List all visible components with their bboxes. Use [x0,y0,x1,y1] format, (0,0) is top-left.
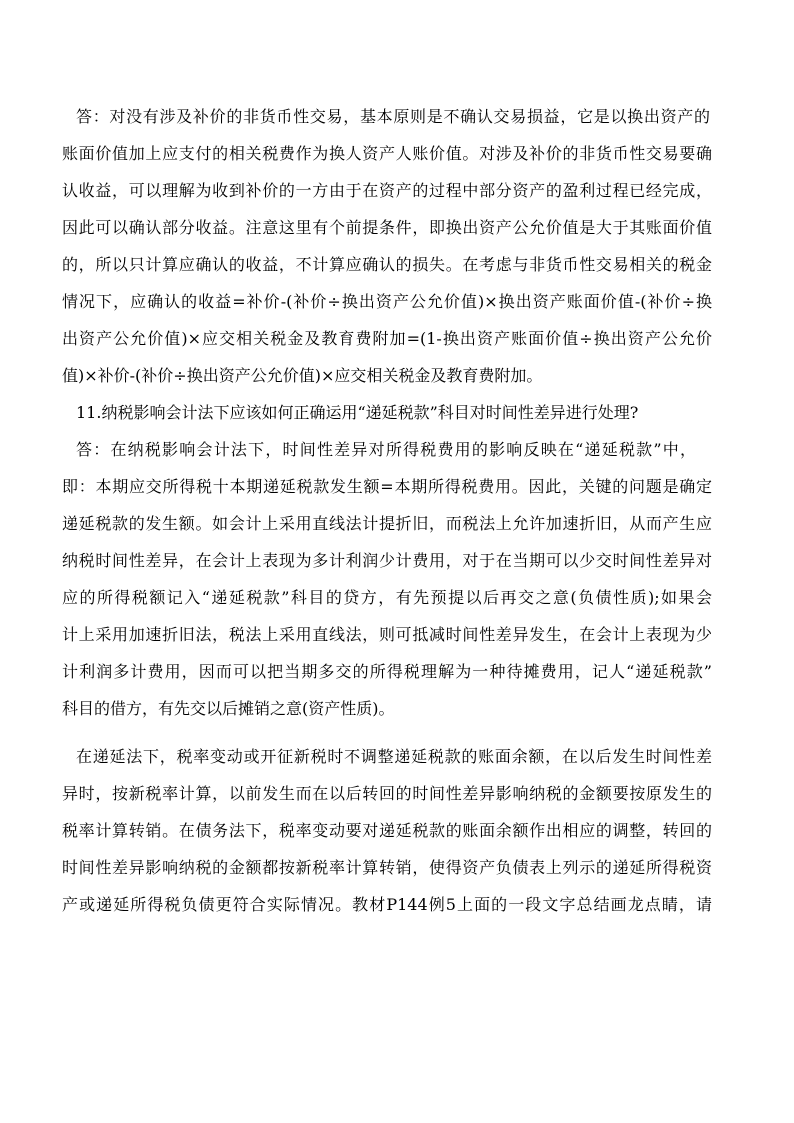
paragraph-line: 出资产公允价值)×应交相关税金及教育费附加=(1-换出资产账面价值÷换出资产公允价 [62,329,712,348]
paragraph-line: 因此可以确认部分收益。注意这里有个前提条件，即换出资产公允价值是大于其账面价值 [62,218,712,237]
paragraph-line: 答：在纳税影响会计法下，时间性差异对所得税费用的影响反映在“递延税款”中， [76,440,696,459]
paragraph-line: 异时，按新税率计算，以前发生而在以后转回的时间性差异影响纳税的金额要按原发生的 [62,784,712,803]
question-heading: 11.纳税影响会计法下应该如何正确运用“递延税款”科目对时间性差异进行处理? [76,403,639,422]
paragraph-line: 递延税款的发生额。如会计上采用直线法计提折旧，而税法上允许加速折旧，从而产生应 [62,514,712,533]
paragraph-line: 答：对没有涉及补价的非货币性交易，基本原则是不确认交易损益，它是以换出资产的 [76,107,710,126]
paragraph-line: 值)×补价-(补价÷换出资产公允价值)×应交相关税金及教育费附加。 [62,366,543,385]
paragraph-line: 计利润多计费用，因而可以把当期多交的所得税理解为一种待摊费用，记人“递延税款” [62,662,712,681]
paragraph-line: 时间性差异影响纳税的金额都按新税率计算转销，使得资产负债表上列示的递延所得税资 [62,858,712,877]
paragraph-line: 计上采用加速折旧法，税法上采用直线法，则可抵减时间性差异发生，在会计上表现为少 [62,625,712,644]
paragraph-line: 纳税时间性差异，在会计上表现为多计利润少计费用，对于在当期可以少交时间性差异对 [62,551,712,570]
paragraph-line: 账面价值加上应支付的相关税费作为换人资产人账价值。对涉及补价的非货币性交易要确 [62,144,712,163]
paragraph-line: 认收益，可以理解为收到补价的一方由于在资产的过程中部分资产的盈利过程已经完成， [62,181,712,200]
paragraph-line: 即：本期应交所得税十本期递延税款发生额=本期所得税费用。因此，关键的问题是确定 [62,477,712,496]
paragraph-line: 应的所得税额记入“递延税款”科目的贷方，有先预提以后再交之意(负债性质);如果会 [62,588,712,607]
paragraph-line: 情况下，应确认的收益=补价-(补价÷换出资产公允价值)×换出资产账面价值-(补价÷换 [62,292,712,311]
paragraph-line: 科目的借方，有先交以后摊销之意(资产性质)。 [62,699,395,718]
paragraph-line: 在递延法下，税率变动或开征新税时不调整递延税款的账面余额，在以后发生时间性差 [76,747,712,766]
paragraph-line: 的，所以只计算应确认的收益，不计算应确认的损失。在考虑与非货币性交易相关的税金 [62,255,712,274]
paragraph-line: 税率计算转销。在债务法下，税率变动要对递延税款的账面余额作出相应的调整，转回的 [62,821,712,840]
paragraph-line: 产或递延所得税负债更符合实际情况。教材P144例5上面的一段文字总结画龙点睛，请 [62,895,712,914]
